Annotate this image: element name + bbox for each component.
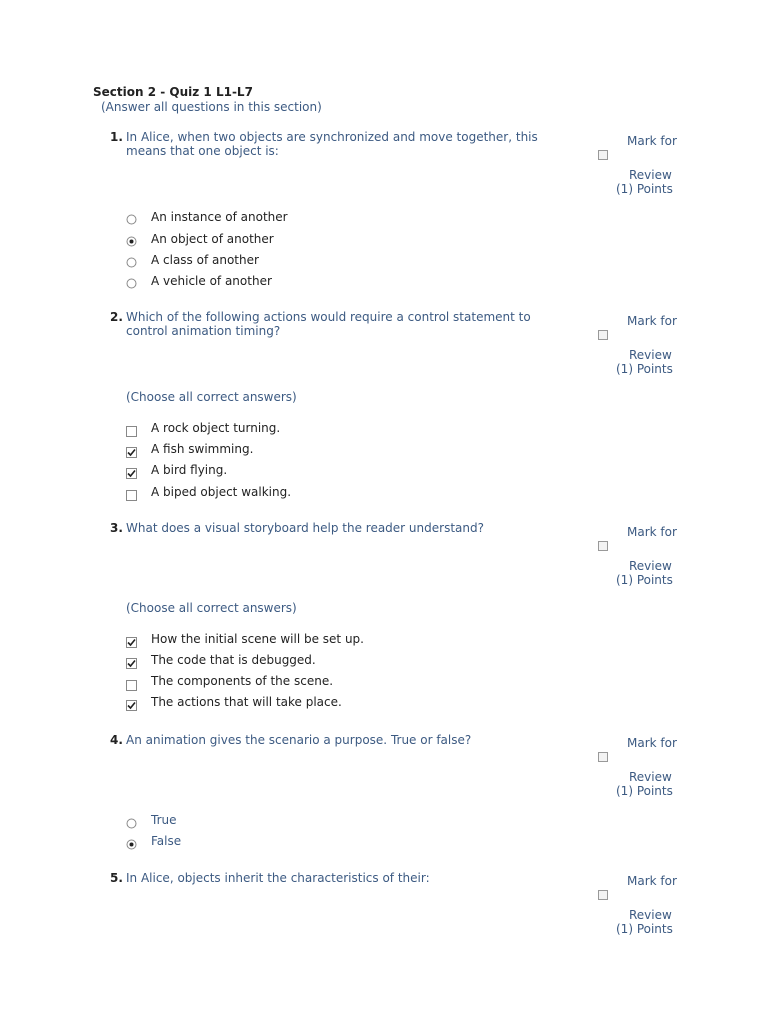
question-text: What does a visual storyboard help the reader understand? [126,521,484,535]
mark-for-review-checkbox[interactable] [598,330,608,340]
answer-checkbox[interactable] [126,426,137,437]
answer-radio[interactable] [126,818,137,829]
mark-for-review-checkbox[interactable] [598,150,608,160]
mark-for-label: Mark for [627,736,677,750]
points-label: (1) Points [616,182,673,196]
review-label: Review [629,908,672,922]
review-label: Review [629,168,672,182]
answer-option-label: The components of the scene. [151,674,334,688]
quiz-instructions: (Answer all questions in this section) [101,100,322,114]
mark-for-label: Mark for [627,874,677,888]
answer-option-label: A bird flying. [151,463,228,477]
answer-radio[interactable] [126,257,137,268]
points-label: (1) Points [616,573,673,587]
question-number: 1. [110,130,123,144]
answer-option-label: The actions that will take place. [151,695,342,709]
points-label: (1) Points [616,922,673,936]
mark-for-label: Mark for [627,314,677,328]
answer-radio[interactable] [126,214,137,225]
answer-checkbox[interactable] [126,490,137,501]
answer-checkbox[interactable] [126,700,137,711]
answer-checkbox[interactable] [126,658,137,669]
question-number: 5. [110,871,123,885]
review-label: Review [629,348,672,362]
points-label: (1) Points [616,362,673,376]
question-text: control animation timing? [126,324,281,338]
answer-option-label: False [151,834,182,848]
answer-option-label: How the initial scene will be set up. [151,632,364,646]
points-label: (1) Points [616,784,673,798]
answer-option-label: An object of another [151,232,274,246]
mark-for-review-checkbox[interactable] [598,890,608,900]
answer-option-label: An instance of another [151,210,288,224]
answer-radio[interactable] [126,236,137,247]
answer-option-label: A class of another [151,253,259,267]
question-number: 4. [110,733,123,747]
answer-checkbox[interactable] [126,637,137,648]
question-number: 2. [110,310,123,324]
answer-option-label: The code that is debugged. [151,653,316,667]
answer-option-label: A rock object turning. [151,421,281,435]
mark-for-label: Mark for [627,525,677,539]
choose-all-note: (Choose all correct answers) [126,601,297,615]
answer-option-label: A biped object walking. [151,485,292,499]
mark-for-review-checkbox[interactable] [598,541,608,551]
question-text: In Alice, objects inherit the characteristics of their: [126,871,430,885]
answer-radio[interactable] [126,839,137,850]
answer-checkbox[interactable] [126,468,137,479]
choose-all-note: (Choose all correct answers) [126,390,297,404]
question-text: Which of the following actions would require a control statement to [126,310,531,324]
review-label: Review [629,770,672,784]
answer-option-label: True [151,813,177,827]
question-number: 3. [110,521,123,535]
quiz-title: Section 2 - Quiz 1 L1-L7 [93,85,253,99]
mark-for-review-checkbox[interactable] [598,752,608,762]
answer-checkbox[interactable] [126,447,137,458]
question-text: In Alice, when two objects are synchronized and move together, this [126,130,538,144]
mark-for-label: Mark for [627,134,677,148]
answer-checkbox[interactable] [126,680,137,691]
question-text: means that one object is: [126,144,279,158]
review-label: Review [629,559,672,573]
answer-option-label: A fish swimming. [151,442,254,456]
answer-radio[interactable] [126,278,137,289]
question-text: An animation gives the scenario a purpose. True or false? [126,733,472,747]
answer-option-label: A vehicle of another [151,274,272,288]
